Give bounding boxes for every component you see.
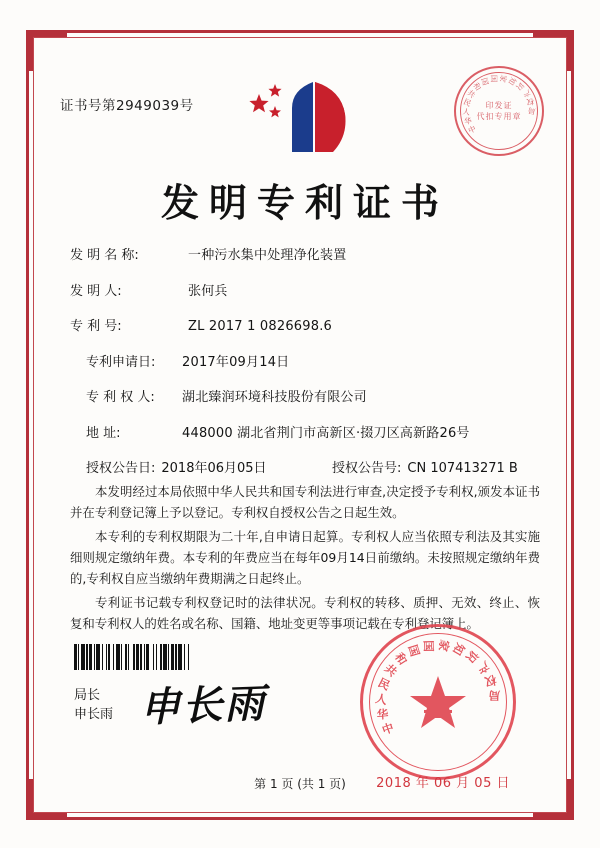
director-name-label: 申长雨 <box>74 707 114 722</box>
field-address <box>70 422 542 441</box>
field-invention-name <box>70 244 542 263</box>
certificate-content <box>48 56 552 798</box>
seal-date: 2018 年 06 月 05 日 <box>376 776 510 791</box>
field-label: 发 明 人: <box>70 283 122 299</box>
certificate-number: 证书号第2949039号 <box>60 98 194 114</box>
legal-paragraphs <box>70 481 540 637</box>
field-inventor <box>70 280 542 299</box>
field-label: 授权公告日: <box>86 461 156 476</box>
page-title: 发明专利证书 <box>160 181 449 225</box>
stamp-center-line-1: 印发证 <box>485 101 513 110</box>
handwritten-signature: 申长雨 <box>139 679 267 732</box>
patent-barcode <box>74 644 252 670</box>
field-grant-date <box>86 457 332 476</box>
field-value: ZL 2017 1 0826698.6 <box>188 319 333 334</box>
field-grant-row <box>70 457 542 476</box>
field-value: 张何兵 <box>188 283 228 299</box>
signature-block <box>74 686 113 724</box>
director-title-label: 局长 <box>74 688 101 703</box>
field-label: 专 利 号: <box>70 319 122 334</box>
field-patent-number <box>70 315 542 334</box>
field-application-date <box>70 351 542 370</box>
patent-office-logo-icon <box>245 78 355 154</box>
field-label: 专 利 权 人: <box>86 390 155 405</box>
field-value: CN 107413271 B <box>407 461 518 476</box>
national-emblem-star-icon <box>406 670 470 734</box>
national-seal <box>360 624 516 780</box>
field-list <box>70 244 542 492</box>
field-publication-number <box>332 457 518 476</box>
top-right-stamp <box>454 66 544 156</box>
national-seal-arc-text: 中 华 人 民 共 和 国 国 家 知 识 产 权 局 <box>374 638 501 738</box>
paragraph-3: 专利证书记载专利权登记时的法律状况。专利权的转移、质押、无效、终止、恢复和专利权人的姓名或名称、国籍、地址变更等事项记载在专利登记簿上。 <box>70 595 540 631</box>
paragraph-1: 本发明经过本局依照中华人民共和国专利法进行审查,决定授予专利权,颁发本证书并在专利登记簿上予以登记。专利权自授权公告之日起生效。 <box>70 484 540 520</box>
stamp-arc-text: 中 华 人 民 共 和 国 国 家 知 识 产 权 局 <box>461 73 537 136</box>
field-value: 一种污水集中处理净化装置 <box>188 248 347 263</box>
field-label: 地 址: <box>86 425 121 441</box>
page-footer: 第 1 页 (共 1 页) <box>254 777 346 791</box>
field-label: 专利申请日: <box>86 354 156 370</box>
field-label: 授权公告号: <box>332 461 402 476</box>
stamp-center-text <box>477 100 522 122</box>
field-patentee <box>70 386 542 405</box>
field-value: 2017年09月14日 <box>182 354 290 370</box>
field-value: 2018年06月05日 <box>161 461 267 476</box>
field-label: 发 明 名 称: <box>70 248 139 263</box>
paragraph-2: 本专利的专利权期限为二十年,自申请日起算。专利权人应当依照专利法及其实施细则规定缴纳年费。本专利的年费应当在每年09月14日前缴纳。未按照规定缴纳年费的,专利权自应当缴纳年费期满之日起终止。 <box>70 529 540 586</box>
field-value: 湖北臻润环境科技股份有限公司 <box>182 390 367 405</box>
stamp-center-line-2: 代扣专用章 <box>476 112 522 121</box>
field-value: 448000 湖北省荆门市高新区·掇刀区高新路26号 <box>182 425 470 441</box>
